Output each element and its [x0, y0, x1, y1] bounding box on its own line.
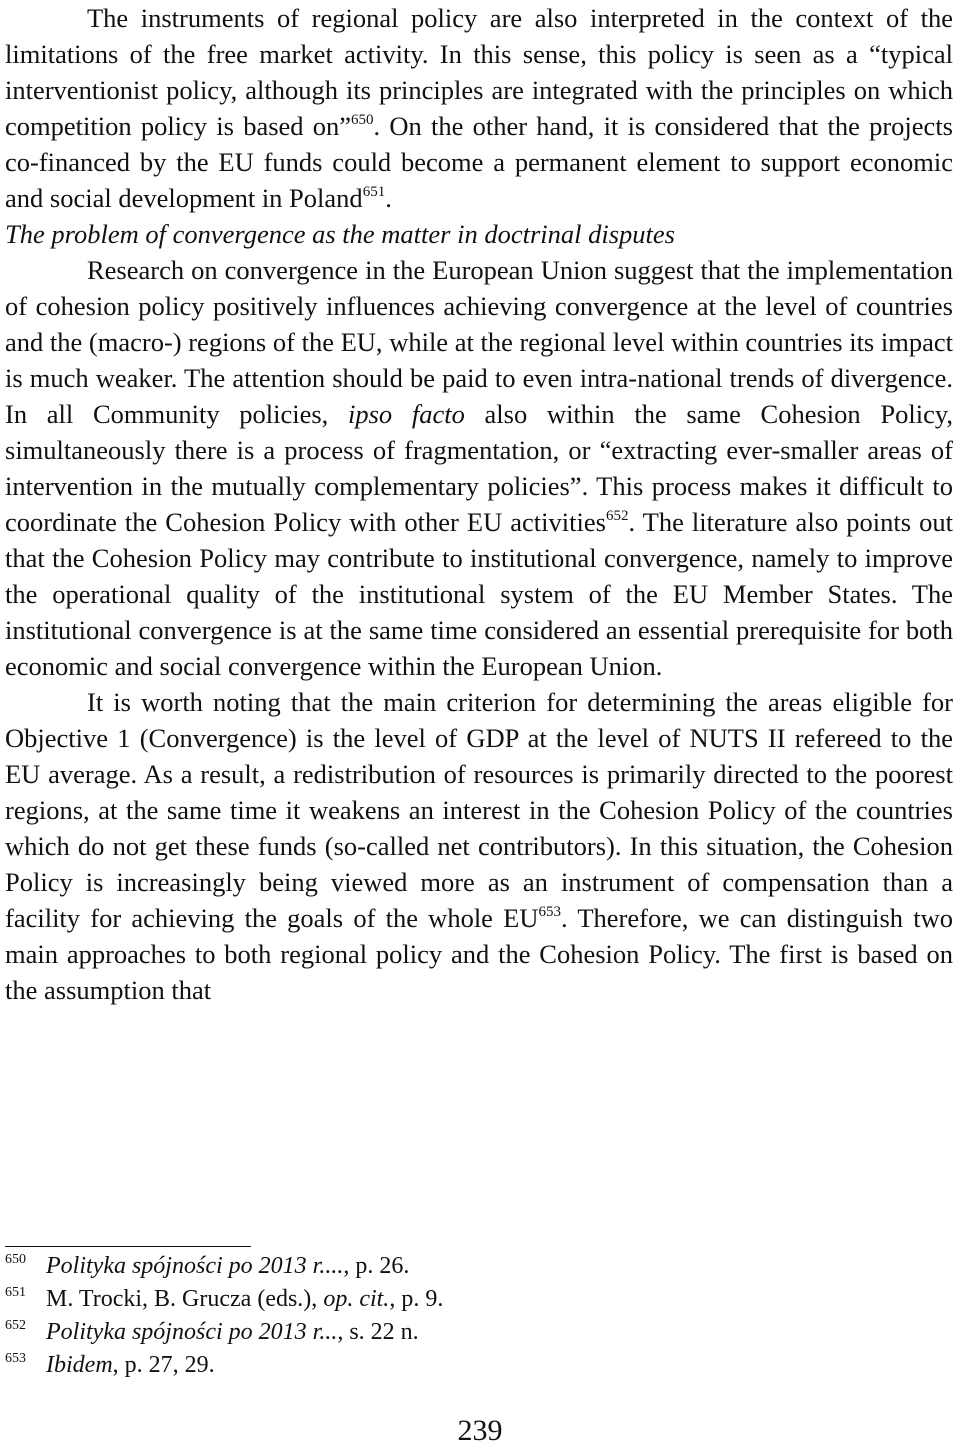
paragraph-3-text-b: . Therefore, we can distinguish two main approaches to both regional policy and the Cohesion Policy. The first is based on the assumption that	[5, 903, 953, 1005]
footnote-650: 650 Polityka spójności po 2013 r...., p. 26.	[5, 1252, 410, 1279]
paragraph-3	[5, 684, 953, 1008]
footnote-rest: , p. 9.	[389, 1286, 444, 1312]
footnote-ref-653[interactable]: 653	[538, 904, 561, 920]
footnote-651: 651 M. Trocki, B. Grucza (eds.), op. cit., p. 9.	[5, 1285, 444, 1312]
section-heading: The problem of convergence as the matter in doctrinal disputes	[5, 219, 675, 249]
paragraph-2-text-b: also within the same Cohesion Policy, simultaneously there is a process of fragmentation, or “extracting ever-smaller areas of intervention in the mutually complementary policies”. This process makes it difficult to coordinate the Cohesion Policy with other EU activities	[5, 399, 953, 537]
footnote-653: 653 Ibidem, p. 27, 29.	[5, 1351, 215, 1378]
paragraph-2	[5, 252, 953, 684]
footnote-ref-652[interactable]: 652	[605, 508, 629, 524]
paragraph-1-text-b: . On the other hand, it is considered that the projects co-financed by the EU funds could become a permanent element to support economic and social development in Poland	[5, 111, 953, 213]
footnote-italic: Polityka spójności po 2013 r....	[46, 1253, 344, 1279]
paragraph-2-text-c: . The literature also points out that the Cohesion Policy may contribute to institutional convergence, namely to improve the operational quality of the institutional system of the EU Member States. The institutional convergence is at the same time considered an essential prerequisite for both economic and social convergence within the European Union.	[5, 507, 953, 681]
paragraph-1-text-a: The instruments of regional policy are also interpreted in the context of the limitations of the free market activity. In this sense, this policy is seen as a “typical interventionist policy, although its principles are integrated with the principles on which competition policy is based on”	[5, 3, 953, 141]
page-number: 239	[457, 1414, 503, 1447]
page-body	[5, 0, 953, 1008]
footnote-divider	[5, 1246, 251, 1247]
footnote-italic: Ibidem	[46, 1352, 113, 1378]
paragraph-1	[5, 0, 953, 216]
footnotes	[5, 1250, 705, 1382]
paragraph-2-text-a: Research on convergence in the European Union suggest that the implementation of cohesion policy positively influences achieving convergence at the level of countries and the (macro-) regions of the EU, while at the regional level within countries its impact is much weaker. The attention should be paid to even intra-national trends of divergence. In all Community policies,	[5, 255, 953, 429]
footnote-pre: M. Trocki, B. Grucza (eds.),	[46, 1286, 324, 1312]
paragraph-3-text-a: It is worth noting that the main criterion for determining the areas eligible for Objective 1 (Convergence) is the level of GDP at the level of NUTS II refereed to the EU average. As a result, a redistribution of resources is primarily directed to the poorest regions, at the same time it weakens an interest in the Cohesion Policy of the countries which do not get these funds (so-called net contributors). In this situation, the Cohesion Policy is increasingly being viewed more as an instrument of compensation than a facility for achieving the goals of the whole EU	[5, 687, 953, 933]
footnote-652: 652 Polityka spójności po 2013 r..., s. 22 n.	[5, 1318, 419, 1345]
footnote-rest: , s. 22 n.	[337, 1319, 419, 1345]
paragraph-2-italic: ipso facto	[348, 399, 465, 429]
footnote-ref-651[interactable]: 651	[362, 184, 386, 200]
footnote-rest: , p. 26.	[343, 1253, 410, 1279]
paragraph-1-text-c: .	[385, 183, 392, 213]
footnote-ref-650[interactable]: 650	[351, 112, 374, 128]
footnote-italic: op. cit.	[323, 1286, 390, 1312]
footnote-italic: Polityka spójności po 2013 r...	[46, 1319, 338, 1345]
footnote-rest: , p. 27, 29.	[112, 1352, 215, 1378]
